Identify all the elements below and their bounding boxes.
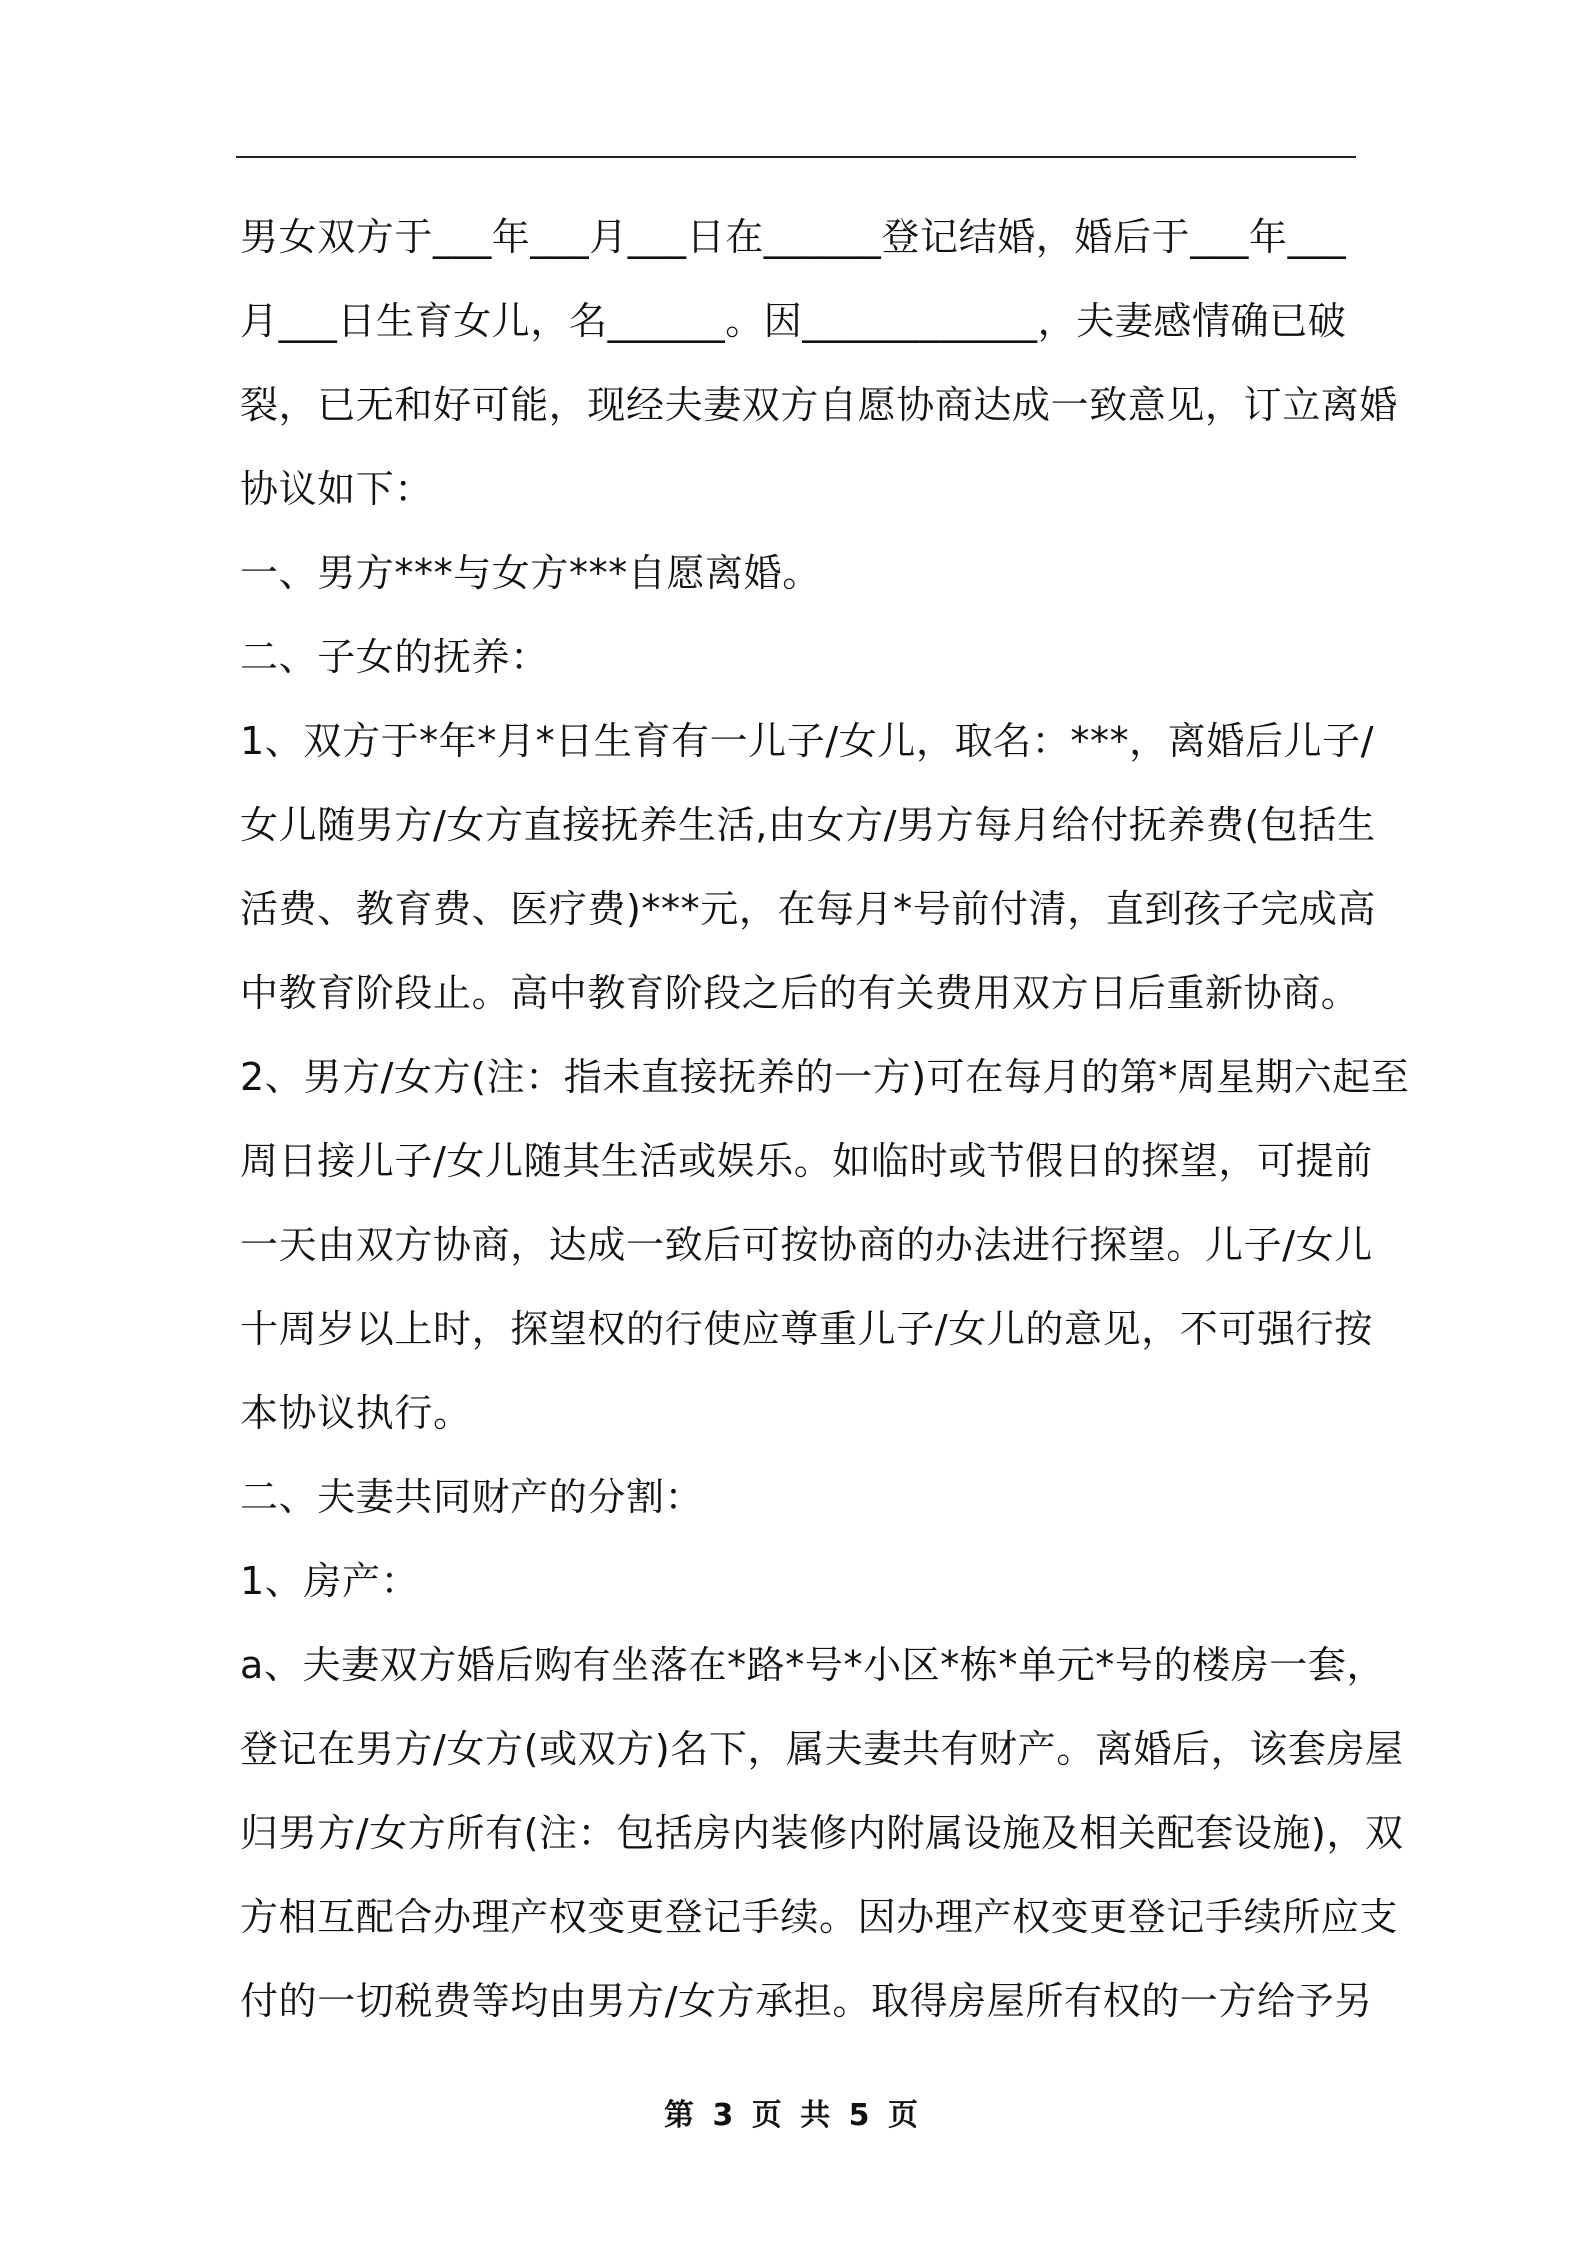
body-line-9: 活费、教育费、医疗费)***元，在每月*号前付清，直到孩子完成高: [240, 887, 1377, 931]
section-heading-3: 二、夫妻共同财产的分割：: [240, 1475, 704, 1519]
body-line-10: 中教育阶段止。高中教育阶段之后的有关费用双方日后重新协商。: [240, 971, 1360, 1015]
body-line-22: 付的一切税费等均由男方/女方承担。取得房屋所有权的一方给予另: [240, 1979, 1373, 2023]
body-line-20: 归男方/女方所有(注：包括房内装修内附属设施及相关配套设施)，双: [240, 1811, 1404, 1855]
document-body: [240, 195, 1410, 2043]
body-line-14: 十周岁以上时，探望权的行使应尊重儿子/女儿的意见，不可强行按: [240, 1307, 1373, 1351]
body-line-15: 本协议执行。: [240, 1391, 472, 1435]
body-line-12: 周日接儿子/女儿随其生活或娱乐。如临时或节假日的探望，可提前: [240, 1139, 1373, 1183]
body-line-13: 一天由双方协商，达成一致后可按协商的办法进行探望。儿子/女儿: [240, 1223, 1373, 1267]
body-line-2: 月___日生育女儿，名______。因____________，夫妻感情确已破: [240, 299, 1347, 343]
header-rule: [236, 156, 1356, 158]
body-line-3: 裂，已无和好可能，现经夫妻双方自愿协商达成一致意见，订立离婚: [240, 383, 1399, 427]
body-line-1: 男女双方于___年___月___日在______登记结婚，婚后于___年___: [240, 215, 1347, 259]
body-line-11: 2、男方/女方(注：指未直接抚养的一方)可在每月的第*周星期六起至: [240, 1055, 1410, 1099]
body-line-18: a、夫妻双方婚后购有坐落在*路*号*小区*栋*单元*号的楼房一套，: [240, 1643, 1386, 1687]
page-number-footer: 第 3 页 共 5 页: [664, 2098, 922, 2133]
body-line-8: 女儿随男方/女方直接抚养生活,由女方/男方每月给付抚养费(包括生: [240, 803, 1376, 847]
body-line-4: 协议如下：: [240, 467, 434, 511]
subsection-heading-housing: 1、房产：: [240, 1559, 420, 1603]
section-heading-2: 二、子女的抚养：: [240, 635, 549, 679]
body-line-19: 登记在男方/女方(或双方)名下，属夫妻共有财产。离婚后，该套房屋: [240, 1727, 1404, 1771]
section-heading-1: 一、男方***与女方***自愿离婚。: [240, 551, 821, 595]
body-line-21: 方相互配合办理产权变更登记手续。因办理产权变更登记手续所应支: [240, 1895, 1399, 1939]
body-line-7: 1、双方于*年*月*日生育有一儿子/女儿，取名：***，离婚后儿子/: [240, 719, 1375, 763]
